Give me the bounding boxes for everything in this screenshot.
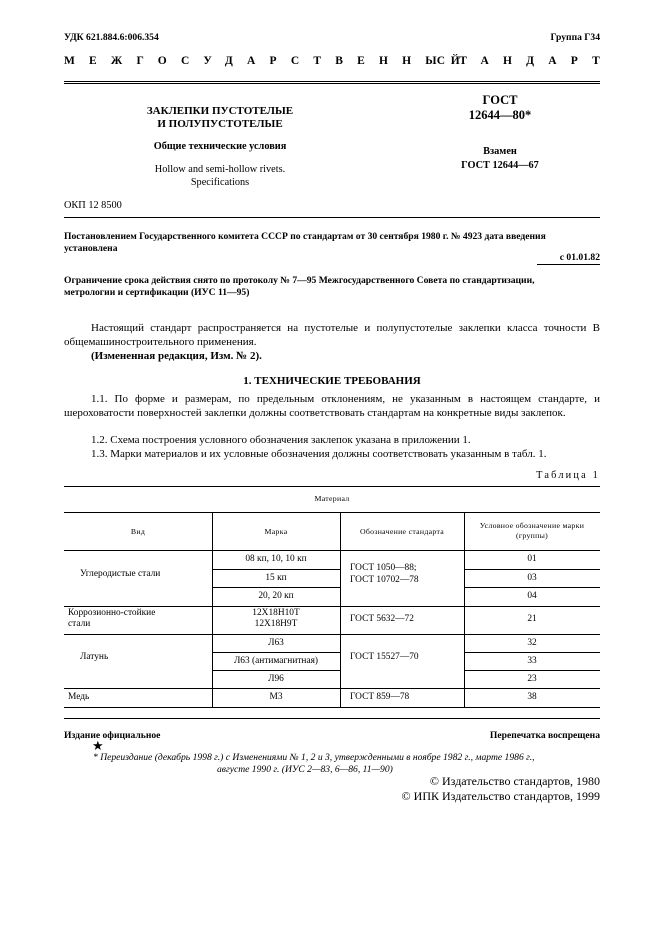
banner-right: СТАНДАРТ (436, 55, 614, 67)
replaces-value: ГОСТ 12644—67 (461, 159, 539, 171)
gost-number: 12644—80* (468, 108, 532, 122)
table-cell-grade: 08 кп, 10, 10 кп (245, 554, 307, 564)
table-cell-grade: Л63 (268, 638, 284, 648)
table-cell-code: 01 (527, 554, 537, 564)
table-row-type (68, 608, 155, 630)
copyright (402, 774, 600, 803)
reissue-line1: * Переиздание (декабрь 1998 г.) с Изменениями № 1, 2 и 3, утвержденными в ноябре 1982 г., марте 1986 г., (93, 752, 535, 763)
paragraph-1-3: 1.3. Марки материалов и их условные обозначения должны соответствовать указанным в табл. 1. (91, 448, 547, 460)
english-line2: Specifications (190, 176, 250, 188)
table-cell-grade: 20, 20 кп (258, 591, 294, 601)
table-cell-code: 04 (527, 591, 537, 601)
restriction-text (64, 275, 600, 299)
title-line1: ЗАКЛЕПКИ ПУСТОТЕЛЫЕ (146, 105, 294, 117)
table-cell-grade: Л96 (268, 674, 284, 684)
effective-date: с 01.01.82 (559, 252, 600, 263)
table-caption: Таблица 1 (536, 470, 600, 481)
subtitle: Общие технические условия (153, 141, 287, 152)
reissue-line2: августе 1990 г. (ИУС 2—83, 6—86, 11—90) (217, 764, 393, 775)
table-cell-grade: М3 (269, 692, 283, 702)
english-line1: Hollow and semi-hollow rivets. (154, 164, 286, 175)
intro-paragraph: Настоящий стандарт распространяется на пустотелые и полупустотелые заклепки класса точности В общемашиностроительного применения. (64, 322, 600, 348)
banner (64, 55, 614, 67)
table-cell-code: 38 (527, 692, 537, 702)
table-cell-standard: ГОСТ 859—78 (350, 692, 410, 702)
column-header-standard: Обозначение стандарта (359, 527, 445, 536)
section-heading: 1. ТЕХНИЧЕСКИЕ ТРЕБОВАНИЯ (243, 375, 421, 387)
standard-line: ГОСТ 1050—88; (350, 563, 417, 573)
table-cell-code: 21 (527, 614, 537, 624)
table-cell-code: 23 (527, 674, 537, 684)
replaces-label: Взамен (483, 146, 517, 157)
title-line2: И ПОЛУПУСТОТЕЛЫЕ (157, 118, 283, 130)
table-group-header: Материал (314, 494, 350, 503)
paragraph-1-2: 1.2. Схема построения условного обозначения заклепок указана в приложении 1. (91, 434, 471, 446)
gost-label: ГОСТ (482, 93, 518, 107)
copyright-1999: © ИПК Издательство стандартов, 1999 (401, 788, 600, 803)
reprint-notice: Перепечатка воспрещена (489, 730, 600, 741)
intro-amendment: (Измененная редакция, Изм. № 2). (91, 350, 262, 362)
column-header-type: Вид (130, 527, 146, 536)
table-row-type: Углеродистые стали (80, 569, 161, 579)
type-line: стали (68, 619, 91, 629)
decree-line2: установлена (64, 243, 118, 254)
official-edition: Издание официальное (64, 730, 161, 741)
restriction-line2: метрологии и сертификации (ИУС 11—95) (64, 287, 250, 298)
restriction-line1: Ограничение срока действия снято по протоколу № 7—95 Межгосударственного Совета по стандартизации, (64, 275, 535, 286)
type-line: Коррозионно-стойкие (68, 608, 156, 618)
table-cell-grade: 15 кп (265, 573, 287, 583)
table-cell-code: 33 (527, 656, 537, 666)
star-icon: ★ (92, 738, 104, 753)
grade-line: 12Х18Н10Т (252, 608, 300, 618)
replaces (430, 146, 570, 172)
table-cell-standard: ГОСТ 15527—70 (350, 652, 419, 662)
grade-line: 12Х18Н9Т (254, 619, 298, 629)
table-cell-grade (212, 608, 340, 630)
title (120, 105, 320, 131)
table-row-type: Латунь (80, 652, 109, 662)
decree-text (64, 231, 600, 255)
gost-designation (430, 93, 570, 123)
udk-code: УДК 621.884.6:006.354 (64, 32, 159, 43)
table-cell-standard (350, 563, 419, 586)
table-cell-grade: Л63 (антимагнитная) (233, 656, 319, 666)
column-header-grade: Марка (264, 527, 288, 536)
standard-line: ГОСТ 10702—78 (350, 574, 419, 585)
decree-line1: Постановлением Государственного комитета СССР по стандартам от 30 сентября 1980 г. № 4923 дата введения (64, 231, 546, 242)
table-cell-standard: ГОСТ 5632—72 (350, 614, 414, 624)
copyright-1980: © Издательство стандартов, 1980 (429, 774, 600, 788)
english-title (120, 164, 320, 189)
table-cell-code: 03 (527, 573, 537, 583)
column-header-code: Условное обозначение марки (группы) (479, 521, 585, 540)
reissue-note (64, 752, 600, 776)
okp-code: ОКП 12 8500 (64, 200, 122, 211)
group-code: Группа Г34 (550, 32, 600, 43)
table-cell-code: 32 (527, 638, 537, 648)
table-row-type: Медь (68, 692, 90, 702)
paragraph-1-1: 1.1. По форме и размерам, по предельным отклонениям, не указанным в настоящем стандарте, и шероховатости поверхностей заклепки должны соответствовать стандартам на конкретные виды заклепок. (64, 393, 600, 419)
banner-left: МЕЖГОСУДАРСТВЕННЫЙ (64, 55, 474, 67)
